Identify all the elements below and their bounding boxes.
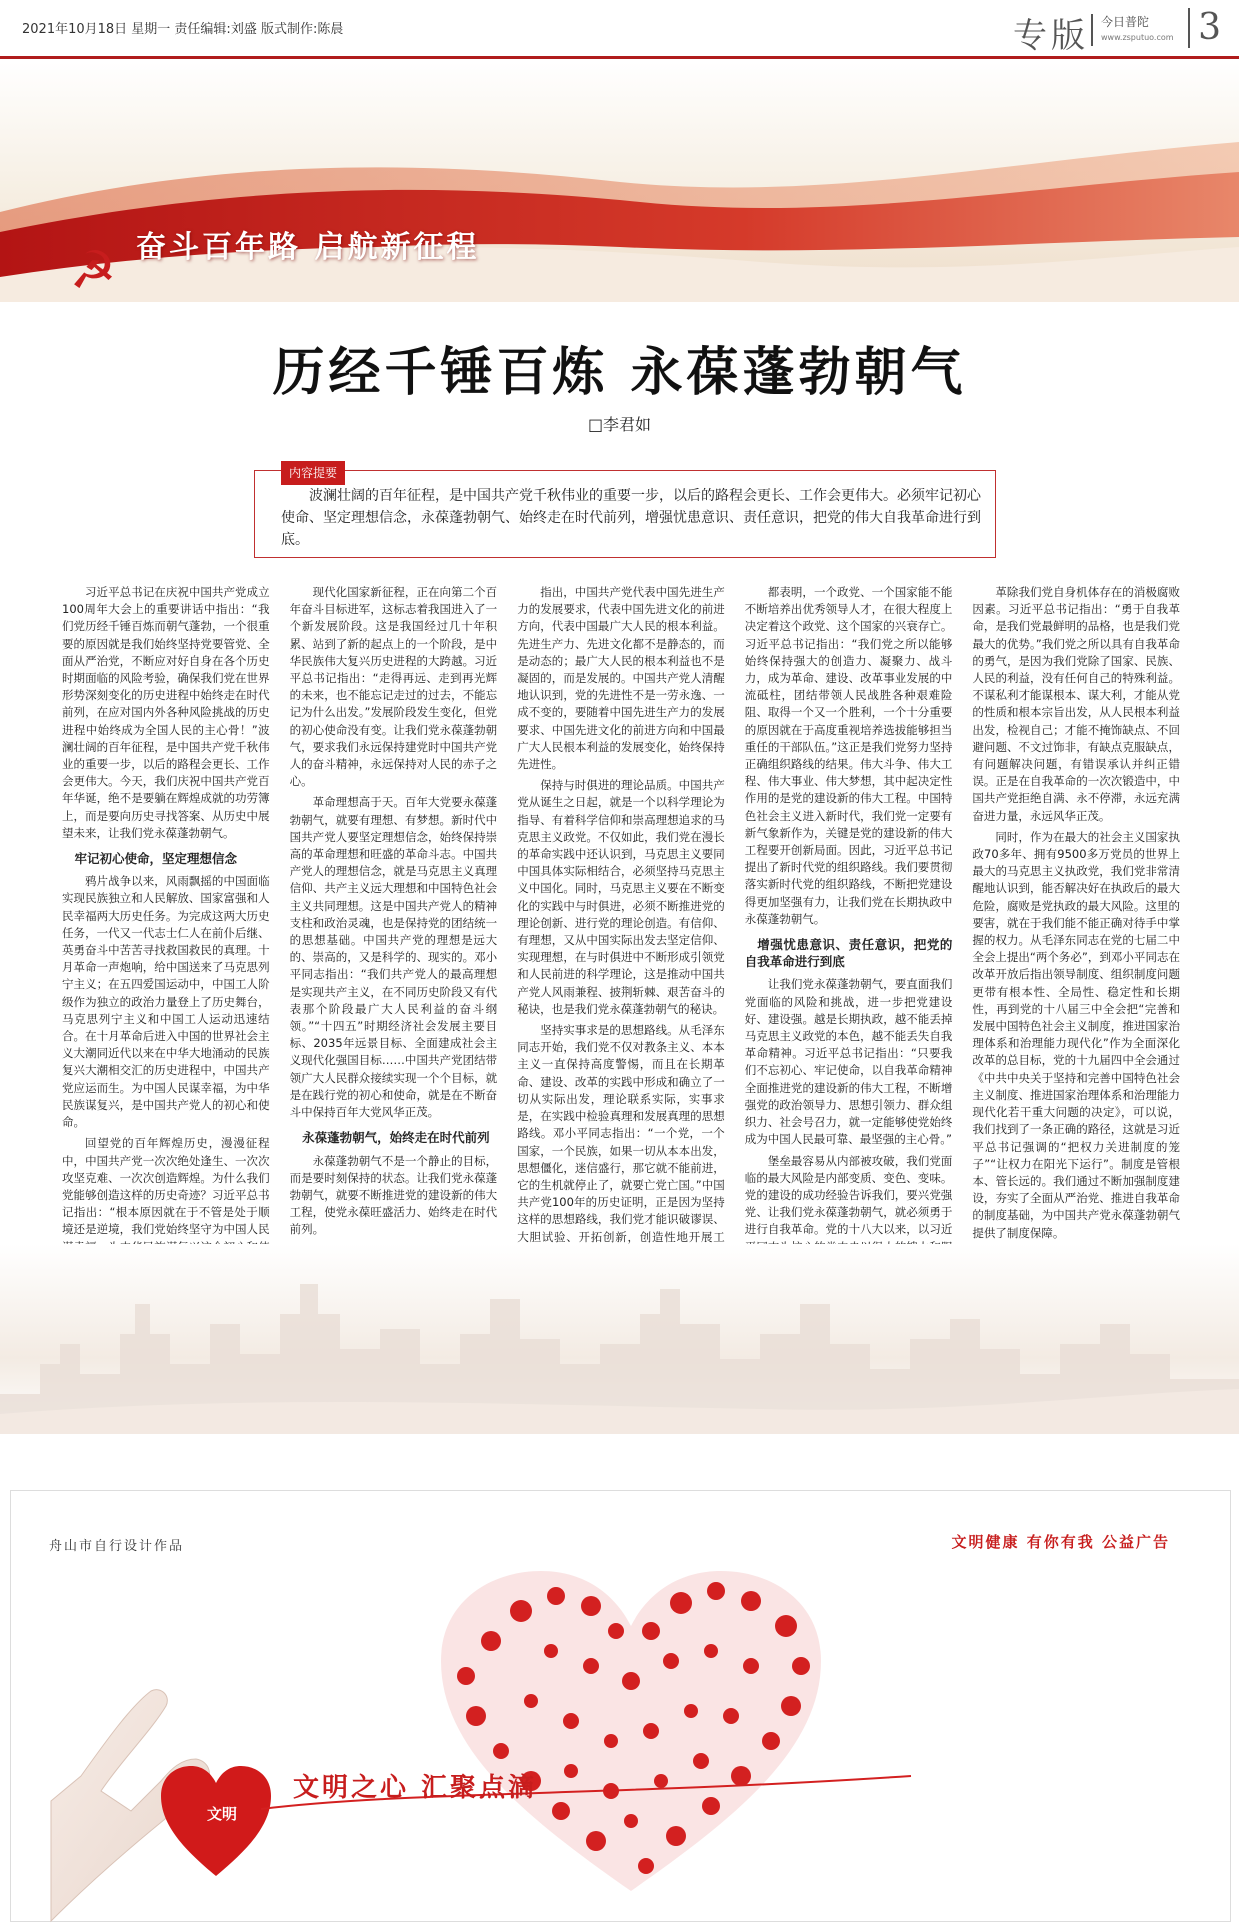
page-number: 3	[1188, 8, 1221, 48]
banner-slogan: 奋斗百年路 启航新征程	[136, 230, 480, 265]
paragraph: 让我们党永葆蓬勃朝气，要直面我们党面临的风险和挑战，进一步把党建设好、建设强。越是长期执政，越不能丢掉马克思主义政党的本色，越不能丢失自我革命精神。习近平总书记指出：“只要我们不忘初心、牢记使命，以自我革命精神全面推进党的建设新的伟大工程，不断增强党的政治领导力、思想引领力、群众组织力、社会号召力，就一定能够使党始终成为中国人民最可靠、最坚强的主心骨。”	[744, 977, 953, 1147]
paragraph: 同时，作为在最大的社会主义国家执政70多年、拥有9500多万党员的世界上最大的马克思主义执政党，我们党非常清醒地认识到，能否解决好在执政后的最大危险，腐败是党执政的最大风险。这里的要害，就在于我们能不能正确对待手中掌握的权力。从毛泽东同志在党的七届二中全会上提出“两个务必”，到邓小平同志在改革开放后指出领导制度、组织制度问题更带有根本性、全局性、稳定性和长期性，再到党的十八届三中全会把“完善和发展中国特色社会主义制度，推进国家治理体系和治理能力现代化”作为全面深化改革的总目标，党的十九届四中全会通过《中共中央关于坚持和完善中国特色社会主义制度、推进国家治理体系和治理能力现代化若干重大问题的决定》，可以说，我们找到了一条正确的路径，这就是习近平总书记强调的“把权力关进制度的笼子”“让权力在阳光下运行”。制度是管根本、管长远的。我们通过不断加强制度建设，夯实了全面从严治党、推进自我革命的制度基础，为中国共产党永葆蓬勃朝气提供了制度保障。	[972, 829, 1180, 1240]
article-column-5	[972, 584, 1180, 1244]
article-column-3	[517, 584, 725, 1244]
skyline-graphic	[0, 1244, 1239, 1434]
article-column-4	[745, 584, 953, 1244]
summary-text: 波澜壮阔的百年征程，是中国共产党千秋伟业的重要一步，以后的路程会更长、工作会更伟大。必须牢记初心使命、坚定理想信念，永葆蓬勃朝气、始终走在时代前列，增强忧患意识、责任意识，把党的伟大自我革命进行到底。	[281, 488, 981, 548]
section-title: 专版	[1013, 16, 1089, 56]
paragraph: 堡垒最容易从内部被攻破，我们党面临的最大风险是内部变质、变色、变味。党的建设的成功经验告诉我们，要兴党强党、让我们党永葆蓬勃朝气，就必须勇于进行自我革命。党的十八大以来，以习近	[744, 1153, 953, 1237]
subheading: 增强忧患意识、责任意识，把党的自我革命进行到底	[744, 937, 953, 970]
public-service-ad	[10, 1490, 1231, 1922]
paragraph: 坚持实事求是的思想路线。从毛泽东同志开始，我们党不仅对教条主义、本本主义一直保持高度警惕，而且在长期革命、建设、改革的实践中形成和确立了一切从实际出发，理论联系实际，实事求是，在实践中检验真理和发展真理的思想路线。邓小平同志指出：“一个党，一个国家，一个民族，如果一切从本本出发，思想僵化，迷信盛行，那它就不能前进，它的生机就停止了，就要亡党亡国。”中国共产党100年的历史证明，正是因为坚持这样的思想路线，我们党才能识破谬误、大胆试验、开拓创新，创造性地开展工	[517, 1023, 725, 1244]
article-title: 历经千锤百炼 永葆蓬勃朝气	[272, 342, 967, 403]
ad-slogan: 文明之心 汇聚点滴	[293, 1773, 538, 1803]
subheading: 永葆蓬勃朝气，始终走在时代前列	[302, 1130, 490, 1146]
newspaper-logo	[1091, 14, 1181, 46]
page-header	[0, 0, 1239, 59]
paragraph: 鸦片战争以来，风雨飘摇的中国面临实现民族独立和人民解放、国家富强和人民幸福两大历史任务。为完成这两大历史任务，一代又一代志士仁人在前仆后继、英勇奋斗中苦苦寻找救国救民的真理。十月革命一声炮响，给中国送来了马克思列宁主义；在五四爱国运动中，中国工人阶级作为独立的政治力量登上了历史舞台，马克思列宁主义和中国工人运动迅速结合。在十月革命后进入中国的世界社会主义大潮同近代以来在中华大地涌动的民族复兴大潮相交汇的历史进程中，中国共产党应运而生。为中国人民谋幸福，为中华民族谋复兴，是中国共产党人的初心和使命。	[62, 874, 270, 1130]
paragraph: 保持与时俱进的理论品质。中国共产党从诞生之日起，就是一个以科学理论为指导、有着科学信仰和崇高理想追求的马克思主义政党。不仅如此，我们党在漫长的革命实践中还认识到，马克思主义要同中国具体实际相结合，必须坚持马克思主义中国化。同时，马克思主义要在不断变化的实践中与时俱进，必须不断推进党的理论创新、进行党的理论创造。有信仰、有理想，又从中国实际出发去坚定信仰、实现理想，在与时俱进中不断形成引领党和人民前进的科学理论，这是推动中国共产党人风雨兼程、披荆斩棘、艰苦奋斗的秘诀，也是我们党永葆蓬勃朝气的秘诀。	[517, 778, 725, 1016]
subheading: 牢记初心使命，坚定理想信念	[74, 851, 238, 867]
article-column-2	[290, 584, 498, 1244]
ad-campaign-title: 文明健康 有你有我 公益广告	[951, 1533, 1170, 1551]
logo-url: www.zsputuo.com	[1101, 33, 1174, 42]
paragraph: 革命理想高于天。百年大党要永葆蓬勃朝气，就要有理想、有梦想。新时代中国共产党人要坚定理想信念，始终保持崇高的革命理想和旺盛的革命斗志。中国共产党人的理想信念，就是马克思主义真理信仰、共产主义远大理想和中国特色社会主义共同理想。这是中国共产党人的精神支柱和政治灵魂，也是保持党的团结统一的思想基础。中国共产党的理想是远大的、崇高的，又是科学的、现实的。邓小平同志指出：“我们共产党人的最高理想是实现共产主义，在不同历史阶段又有代表那个阶段最广大人民利益的奋斗纲领。”“十四五”时期经济社会发展主要目标、2035年远景目标、全面建成社会主义现代化强国目标……中国共产党团结带领广大人民群众接续实现一个个目标，就是在践行党的初心和使命，就是在不断奋斗中保持百年大党风华正茂。	[289, 795, 498, 1120]
paragraph: 回望党的百年辉煌历史，漫漫征程中，中国共产党一次次绝处逢生、一次次攻坚克难、一次次创造辉煌。为什么我们党能够创造这样的历史奇迹？习近平总书记指出：“根本原因就在于不管是处于顺境还是逆境，我们党始终坚守为中国人民	[62, 1136, 270, 1237]
article-column-1	[62, 584, 270, 1244]
banner-wave-graphic	[0, 62, 1239, 302]
article-body	[62, 584, 1180, 1244]
article-author: □李君如	[587, 415, 652, 434]
ad-heart-label: 文明	[207, 1805, 238, 1823]
header-meta: 2021年10月18日 星期一 责任编辑:刘盛 版式制作:陈晨	[22, 22, 344, 37]
paragraph: 习近平总书记在庆祝中国共产党成立100周年大会上的重要讲话中指出：“我们党历经千锤百炼而朝气蓬勃，一个很重要的原因就是我们始终坚持党要管党、全面从严治党，不断应对好自身在各个历史时期面临的风险考验，确保我们党在世界形势深刻变化的历史进程中始终走在时代前列，在应对国内外各种风险挑战的历史进程中始终成为全国人民的主心骨！”波澜壮阔的百年征程，是中国共产党千秋伟业的重要一步，以后的路程会更长、工作会更伟大。今天，我们庆祝中国共产党百年华诞，绝不是要躺在辉煌成就的功劳簿上，而是要向历史寻找答案、从历史中展望未来，让我们党永葆蓬勃朝气。	[62, 585, 270, 840]
summary-label: 内容提要	[281, 461, 345, 485]
banner	[0, 62, 1239, 302]
summary-box	[254, 466, 996, 558]
paragraph: 都表明，一个政党、一个国家能不能不断培养出优秀领导人才，在很大程度上决定着这个政党、这个国家的兴衰存亡。习近平总书记指出：“我们党之所以能够始终保持强大的创造力、凝聚力、战斗力，成为革命、建设、改革事业发展的中流砥柱，团结带领人民战胜各种艰难险阻、取得一个又一个胜利，一个十分重要的原因就在于高度重视培养选拔能够担当重任的干部队伍。”这正是我们党努力坚持正确组织路线的结果。伟大斗争、伟大工程、伟大事业、伟大梦想，其中起决定性作用的是党的建设新的伟大工程。中国特色社会主义进入新时代，我们党一定要有新气象新作为，关键是党的建设新的伟大工程要开创新局面。因此，习近平总书记提出了新时代党的组织路线。我们要贯彻落实新时代党的组织路线，不断把党建设得更加坚强有力，让我们党在长期执政中永葆蓬勃朝气。	[744, 585, 953, 926]
paragraph: 革除我们党自身机体存在的消极腐败因素。习近平总书记指出：“勇于自我革命，是我们党最鲜明的品格，也是我们党最大的优势。”我们党之所以具有自我革命的勇气，是因为我们党除了国家、民族、人民的利益，没有任何自己的特殊利益。不谋私利才能谋根本、谋大利，才能从党的性质和根本宗旨出发，从人民根本利益出发，检视自己；才能不掩饰缺点、不回避问题、不文过饰非，有缺点克服缺点，有问题解决问题，有错误承认并纠正错误。正是在自我革命的一次次锻造中，中国共产党拒绝自满、永不停滞，永远充满奋进力量，永远风华正茂。	[972, 585, 1180, 823]
paragraph: 现代化国家新征程，正在向第二个百年奋斗目标进军，这标志着我国进入了一个新发展阶段。这是我国经过几十年积累、站到了新的起点上的一个阶段，是中华民族伟大复兴历史进程的大跨越。习近平总书记指出：“走得再远、走到再光辉的未来，也不能忘记走过的过去，不能忘记为什么出发。”发展阶段发生变化，但党的初心使命没有变。让我们党永葆蓬勃朝气，要求我们永远保持建党时中国共产党人的奋斗精神，永远保持对人民的赤子之心。	[289, 585, 498, 789]
paragraph: 永葆蓬勃朝气不是一个静止的目标，而是要时刻保持的状态。让我们党永葆蓬勃朝气，就要不断推进党的建设新的伟大工程，使党永葆旺盛活力、始终走在时代前列。	[289, 1153, 498, 1237]
paragraph: 指出，中国共产党代表中国先进生产力的发展要求，代表中国先进文化的前进方向，代表中国最广大人民的根本利益。先进生产力、先进文化都不是静态的，而是动态的；最广大人民的根本利益也不是凝固的，而是发展的。中国共产党人清醒地认识到，党的先进性不是一劳永逸、一成不变的，要随着中国先进生产力的发展要求、中国先进文化的前进方向和中国最广大人民根本利益的发展变化，始终保持先进性。	[517, 585, 725, 772]
ad-credit: 舟山市自行设计作品	[49, 1539, 185, 1554]
logo-text: 今日普陀	[1101, 15, 1150, 29]
party-emblem-icon: ☭	[69, 241, 117, 301]
heart-graphic	[11, 1491, 1230, 1921]
skyline-decoration	[0, 1244, 1239, 1434]
